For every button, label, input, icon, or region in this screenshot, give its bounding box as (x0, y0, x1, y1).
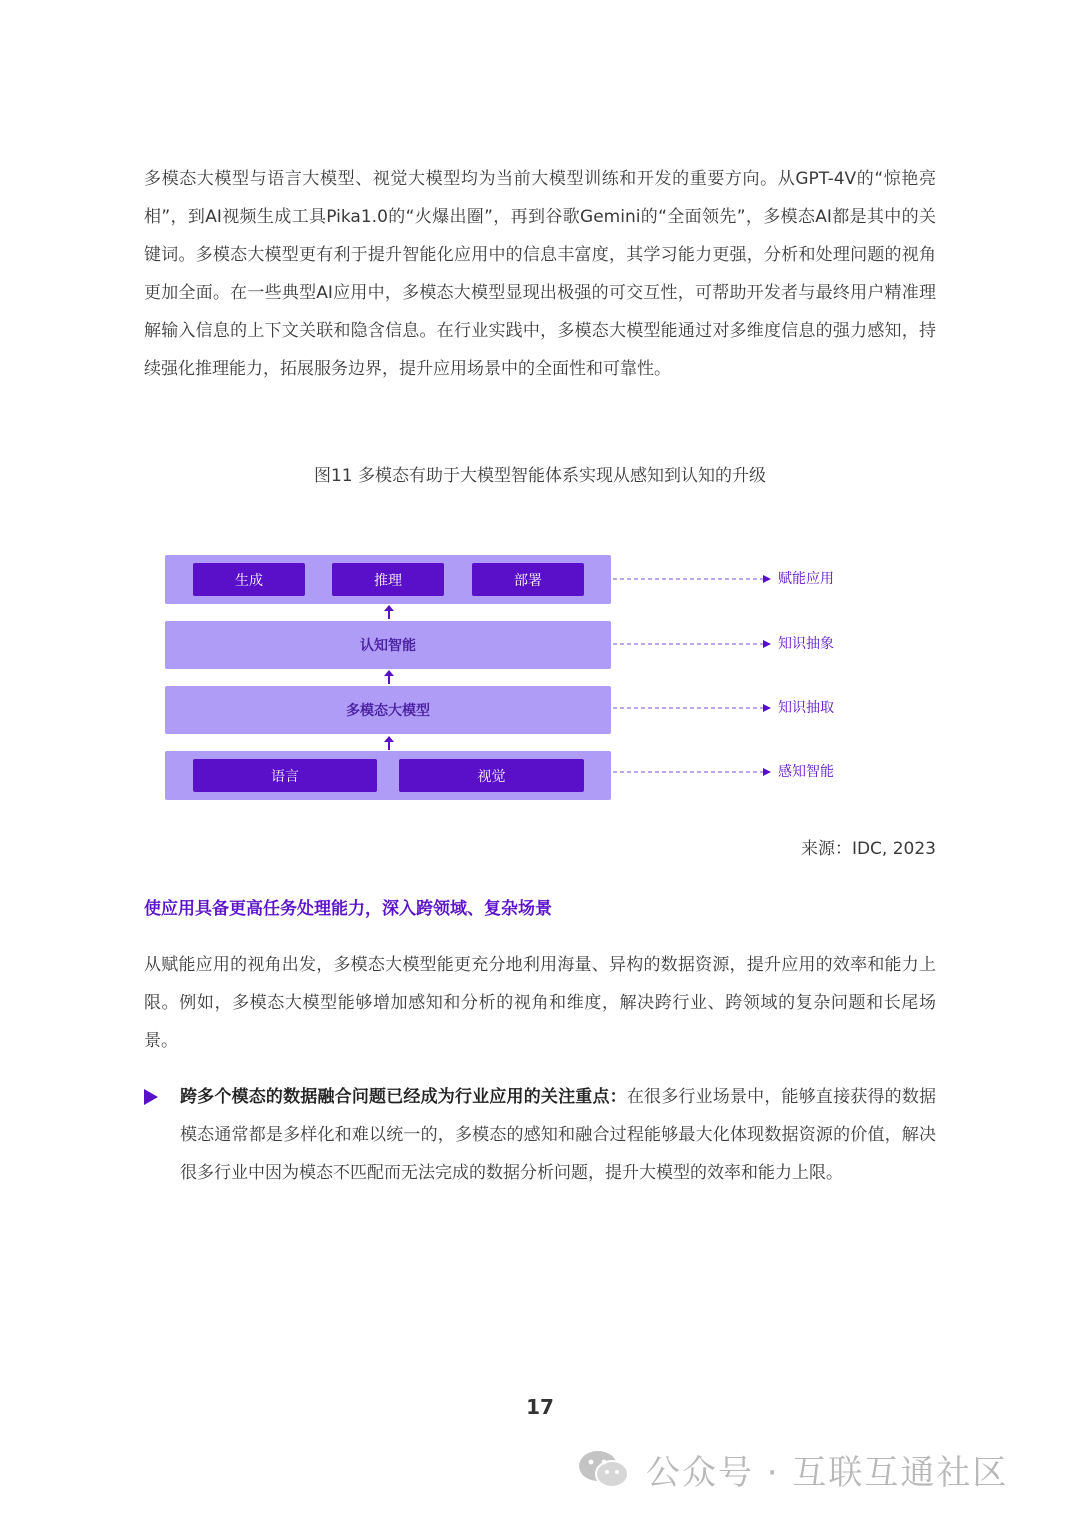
side-label-knowledge-extraction: 知识抽取 (778, 700, 834, 716)
side-label-enable-apps: 赋能应用 (778, 571, 834, 587)
bullet-lead: 跨多个模态的数据融合问题已经成为行业应用的关注重点： (180, 1087, 627, 1107)
bullet-triangle-icon (144, 1089, 158, 1105)
page-number: 17 (526, 1395, 554, 1419)
layer-perception (165, 751, 611, 800)
cognition-label: 认知智能 (360, 638, 416, 654)
side-label-knowledge-abstraction: 知识抽象 (778, 636, 834, 652)
arrow-up-icon (383, 670, 395, 684)
watermark-text: 公众号 · 互联互通社区 (646, 1452, 1009, 1493)
pill-generate: 生成 (193, 563, 305, 596)
wechat-icon (578, 1449, 630, 1489)
layer-cognition (165, 621, 611, 669)
dashed-arrow-icon (613, 639, 773, 649)
layer-multimodal (165, 686, 611, 734)
dashed-arrow-icon (613, 574, 773, 584)
section-heading: 使应用具备更高任务处理能力，深入跨领域、复杂场景 (144, 899, 552, 919)
figure-caption: 图11 多模态有助于大模型智能体系实现从感知到认知的升级 (313, 466, 767, 486)
side-label-perception: 感知智能 (778, 764, 834, 780)
figure-source: 来源：IDC, 2023 (800, 839, 936, 859)
pill-deploy: 部署 (472, 563, 584, 596)
bullet-item (180, 1078, 936, 1192)
pill-language: 语言 (193, 759, 377, 792)
bullet-body: 在很多行业场景中，能够直接获得的数据模态通常都是多样化和难以统一的，多模态的感知和融合过程能够最大化体现数据资源的价值，解决很多行业中因为模态不匹配而无法完成的数据分析问题，提升大模型的效率和能力上限。 (180, 1087, 937, 1183)
pill-reasoning: 推理 (332, 563, 444, 596)
layer-application (165, 555, 611, 604)
pill-vision: 视觉 (399, 759, 584, 792)
dashed-arrow-icon (613, 767, 773, 777)
dashed-arrow-icon (613, 703, 773, 713)
arrow-up-icon (383, 605, 395, 619)
arrow-up-icon (383, 736, 395, 750)
body-paragraph-2: 从赋能应用的视角出发，多模态大模型能更充分地利用海量、异构的数据资源，提升应用的效率和能力上限。例如，多模态大模型能够增加感知和分析的视角和维度，解决跨行业、跨领域的复杂问题和长尾场景。 (144, 955, 936, 1051)
watermark (578, 1444, 1008, 1494)
body-paragraph-1: 多模态大模型与语言大模型、视觉大模型均为当前大模型训练和开发的重要方向。从GPT-4V的“惊艳亮相”，到AI视频生成工具Pika1.0的“火爆出圈”，再到谷歌Gemini的“全面领先”，多模态AI都是其中的关键词。多模态大模型更有利于提升智能化应用中的信息丰富度，其学习能力更强，分析和处理问题的视角更加全面。在一些典型AI应用中，多模态大模型显现出极强的可交互性，可帮助开发者与最终用户精准理解输入信息的上下文关联和隐含信息。在行业实践中，多模态大模型能通过对多维度信息的强力感知，持续强化推理能力，拓展服务边界，提升应用场景中的全面性和可靠性。 (144, 169, 936, 379)
multimodal-label: 多模态大模型 (346, 703, 430, 719)
